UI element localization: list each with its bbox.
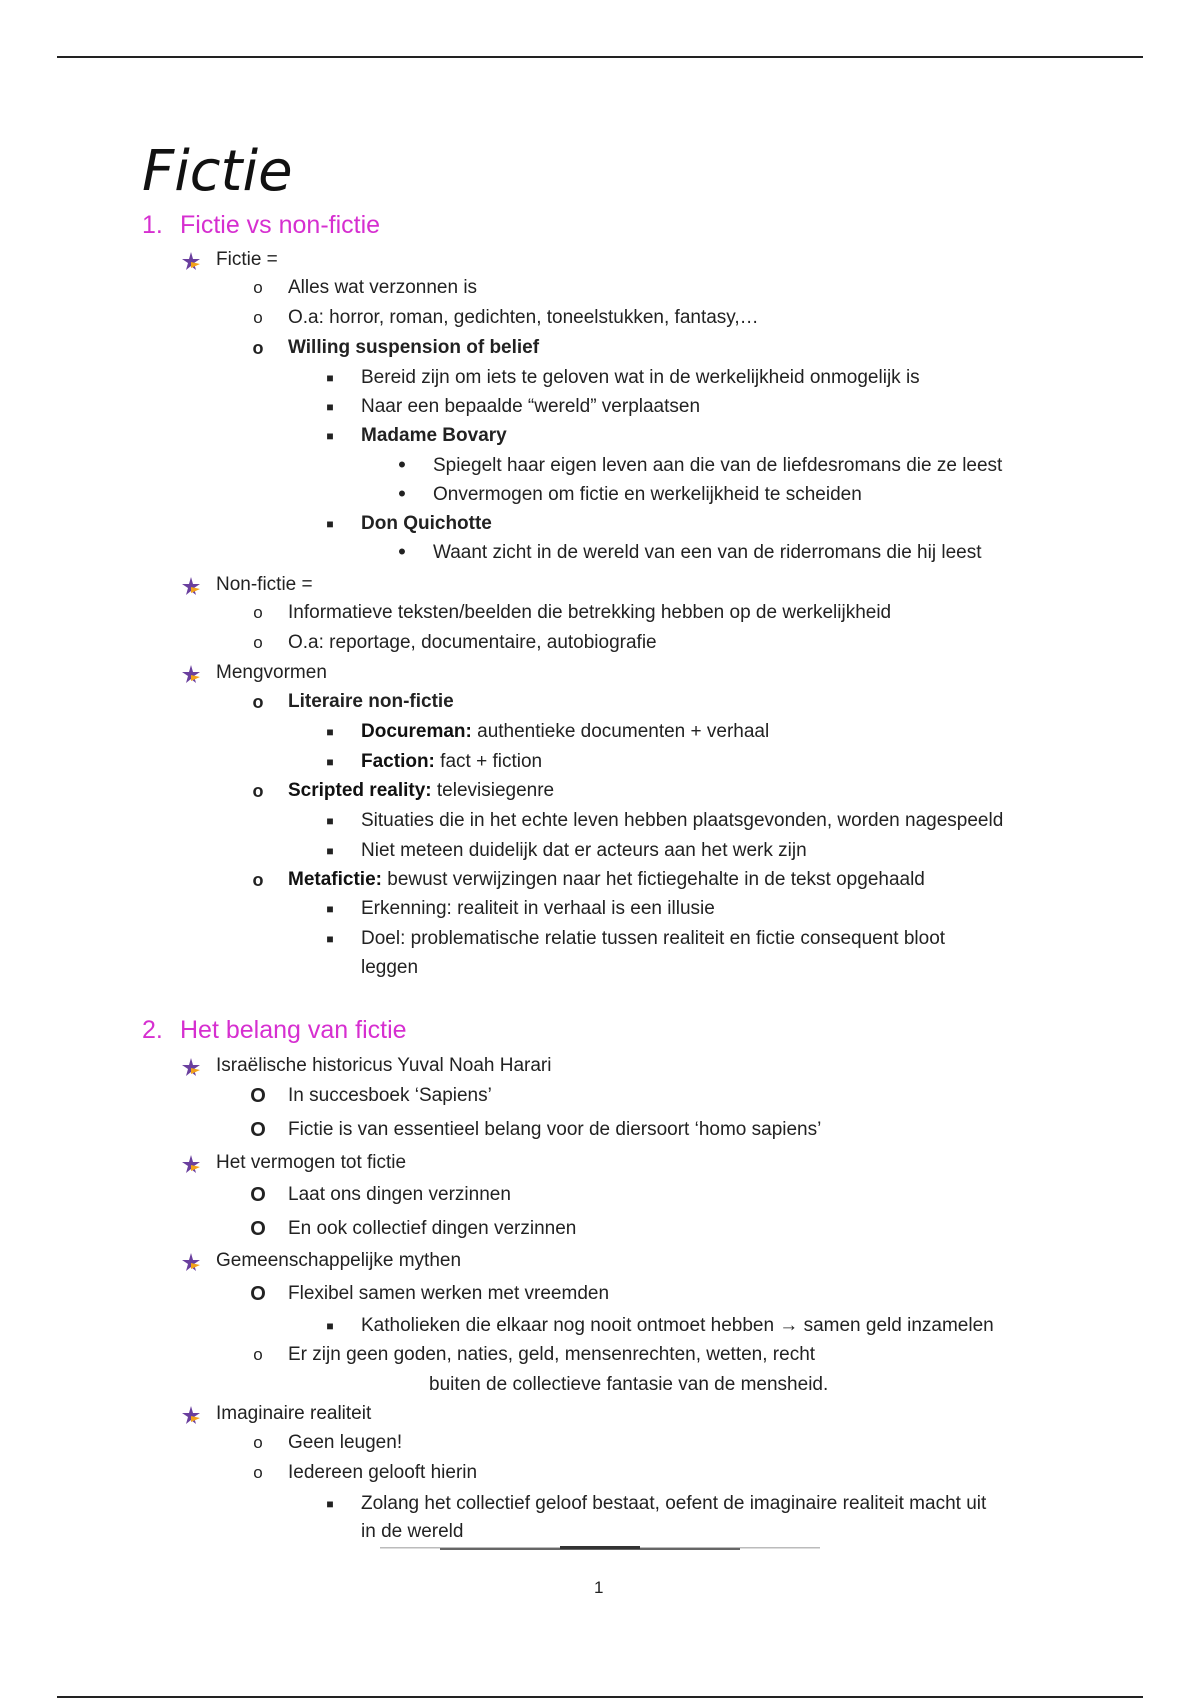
list-item: Naar een bepaalde “wereld” verplaatsen [361, 396, 701, 417]
dot-bullet-icon: • [398, 539, 406, 564]
list-item: Bereid zijn om iets te geloven wat in de werkelijkheid onmogelijk is [361, 367, 920, 388]
square-bullet-icon: ■ [326, 902, 334, 916]
faction-term: Faction: [361, 751, 435, 772]
list-item: Willing suspension of belief [288, 337, 540, 358]
list-item: En ook collectief dingen verzinnen [288, 1218, 577, 1239]
header-rule [57, 56, 1143, 58]
list-item: Doel: problematische relatie tussen realiteit en fictie consequent bloot [361, 928, 946, 949]
square-bullet-icon: ■ [326, 400, 334, 414]
section-2-title: Het belang van fictie [180, 1016, 407, 1044]
list-item: Alles wat verzonnen is [288, 277, 478, 298]
square-bullet-icon: ■ [326, 932, 334, 946]
square-bullet-icon: ■ [326, 1497, 334, 1511]
vermogen-label: Het vermogen tot fictie [216, 1152, 407, 1173]
harari-label: Israëlische historicus Yuval Noah Harari [216, 1055, 552, 1076]
section-2-number: 2. [142, 1016, 163, 1044]
list-item [288, 779, 554, 803]
dot-bullet-icon: • [398, 452, 406, 477]
circle-bullet-icon: o [252, 692, 264, 712]
list-item: Geen leugen! [288, 1432, 403, 1453]
list-item: Fictie is van essentieel belang voor de diersoort ‘homo sapiens’ [288, 1119, 822, 1140]
metafictie-term: Metafictie: [288, 869, 382, 890]
docureman-term: Docureman: [361, 721, 472, 742]
star-bullet-icon [180, 575, 202, 597]
circle-bullet-icon: o [253, 1433, 263, 1452]
list-item [288, 868, 925, 892]
page-number: 1 [594, 1578, 604, 1597]
list-item: Informatieve teksten/beelden die betrekking hebben op de werkelijkheid [288, 602, 892, 623]
scan-artifact [380, 1545, 820, 1551]
page-title: Fictie [142, 139, 293, 204]
metafictie-text: bewust verwijzingen naar het fictiegehalte in de tekst opgehaald [381, 869, 925, 890]
mengvormen-label: Mengvormen [216, 662, 327, 683]
list-item: O.a: horror, roman, gedichten, toneelstukken, fantasy,… [288, 307, 759, 328]
list-item: Laat ons dingen verzinnen [288, 1184, 511, 1205]
list-item: Situaties die in het echte leven hebben plaatsgevonden, worden nagespeeld [361, 810, 1004, 831]
list-item: In succesboek ‘Sapiens’ [288, 1085, 492, 1106]
circle-bullet-icon: o [253, 1463, 263, 1482]
list-item: O.a: reportage, documentaire, autobiografie [288, 632, 657, 653]
scripted-text: televisiegenre [431, 780, 555, 801]
circle-bullet-icon: O [250, 1184, 266, 1206]
list-item: Katholieken die elkaar nog nooit ontmoet hebben → samen geld inzamelen [361, 1315, 994, 1336]
section-1-title: Fictie vs non-fictie [180, 211, 381, 239]
star-bullet-icon [180, 1251, 202, 1273]
list-item [361, 750, 542, 774]
dot-bullet-icon: • [398, 481, 406, 506]
circle-bullet-icon: O [250, 1119, 266, 1141]
list-item: Madame Bovary [361, 425, 507, 446]
star-bullet-icon [180, 1153, 202, 1175]
scripted-term: Scripted reality: [288, 780, 432, 801]
nonfictie-label: Non-fictie = [216, 574, 313, 595]
list-item: Spiegelt haar eigen leven aan die van de liefdesromans die ze leest [433, 455, 1003, 476]
list-item [361, 720, 769, 744]
square-bullet-icon: ■ [326, 429, 334, 443]
list-item: Don Quichotte [361, 513, 492, 534]
list-item-continuation: leggen [361, 957, 419, 978]
list-item: Iedereen gelooft hierin [288, 1462, 478, 1483]
mythen-label: Gemeenschappelijke mythen [216, 1250, 462, 1271]
circle-bullet-icon: o [252, 870, 264, 890]
square-bullet-icon: ■ [326, 1319, 334, 1333]
circle-bullet-icon: o [253, 1345, 263, 1364]
list-item-continuation: in de wereld [361, 1521, 464, 1542]
square-bullet-icon: ■ [326, 814, 334, 828]
circle-bullet-icon: o [253, 633, 263, 652]
circle-bullet-icon: o [252, 338, 264, 358]
square-bullet-icon: ■ [326, 517, 334, 531]
list-item: Waant zicht in de wereld van een van de riderromans die hij leest [433, 542, 982, 563]
square-bullet-icon: ■ [326, 725, 334, 739]
faction-text: fact + fiction [434, 751, 543, 772]
section-1-heading [142, 210, 380, 240]
list-item: Er zijn geen goden, naties, geld, mensenrechten, wetten, recht [288, 1344, 816, 1365]
circle-bullet-icon: O [250, 1283, 266, 1305]
square-bullet-icon: ■ [326, 371, 334, 385]
section-1-number: 1. [142, 211, 163, 239]
list-item: Niet meteen duidelijk dat er acteurs aan het werk zijn [361, 840, 807, 861]
list-item: Zolang het collectief geloof bestaat, oefent de imaginaire realiteit macht uit [361, 1493, 987, 1514]
circle-bullet-icon: o [253, 308, 263, 327]
list-item: Onvermogen om fictie en werkelijkheid te scheiden [433, 484, 862, 505]
circle-bullet-icon: o [253, 603, 263, 622]
star-bullet-icon [180, 1056, 202, 1078]
list-item: Erkenning: realiteit in verhaal is een illusie [361, 898, 715, 919]
list-item: Literaire non-fictie [288, 691, 454, 712]
star-bullet-icon [180, 1404, 202, 1426]
square-bullet-icon: ■ [326, 755, 334, 769]
imaginaire-label: Imaginaire realiteit [216, 1403, 372, 1424]
list-item-continuation: buiten de collectieve fantasie van de mensheid. [429, 1374, 829, 1395]
circle-bullet-icon: O [250, 1085, 266, 1107]
star-bullet-icon [180, 663, 202, 685]
list-item: Flexibel samen werken met vreemden [288, 1283, 610, 1304]
circle-bullet-icon: O [250, 1218, 266, 1240]
footer-rule [57, 1696, 1143, 1698]
fictie-label: Fictie = [216, 249, 278, 270]
section-2-heading [142, 1015, 407, 1045]
star-bullet-icon [180, 250, 202, 272]
circle-bullet-icon: o [252, 781, 264, 801]
circle-bullet-icon: o [253, 278, 263, 297]
docureman-text: authentieke documenten + verhaal [471, 721, 770, 742]
square-bullet-icon: ■ [326, 844, 334, 858]
